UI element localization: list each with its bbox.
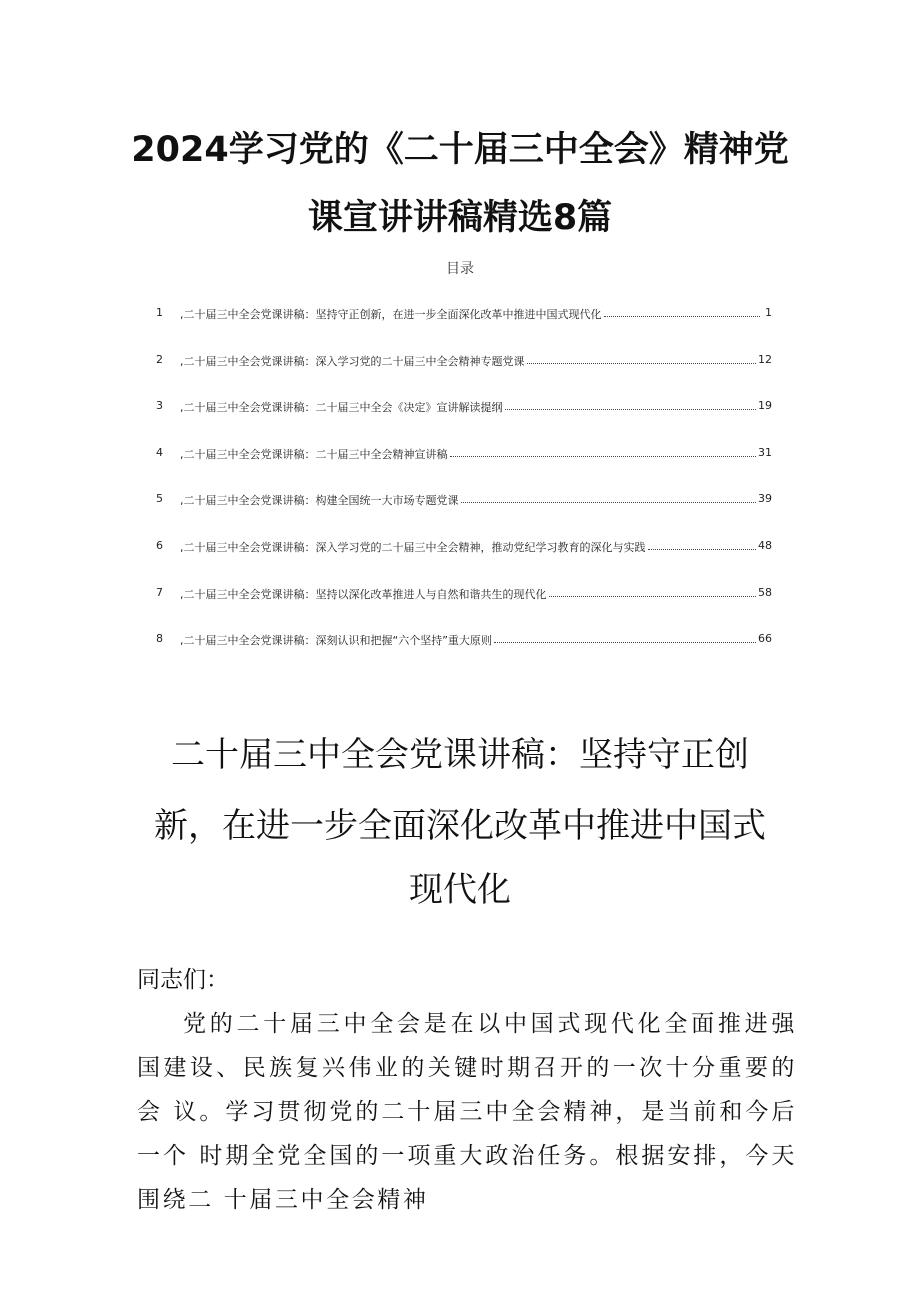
speech-greeting: 同志们：: [137, 967, 229, 993]
toc-entry-number: 5: [156, 492, 163, 506]
toc-entry-number: 7: [156, 585, 163, 599]
document-title-line-1: 2024学习党的《二十届三中全会》精神党: [131, 130, 789, 170]
toc-entry-8[interactable]: [150, 632, 772, 679]
toc-heading: 目录: [446, 261, 474, 277]
toc-entry-title: ,二十届三中全会党课讲稿：二十届三中全会《决定》宣讲解读提纲: [180, 401, 503, 415]
section-title-line-2: 新，在进一步全面深化改革中推进中国式: [154, 806, 766, 846]
toc-entry-page: 48: [758, 538, 772, 552]
toc-entry-number: 1: [156, 306, 163, 319]
toc-dot-leader: [527, 353, 757, 364]
toc-entry-6[interactable]: [150, 539, 772, 586]
toc-entry-page: 1: [765, 306, 772, 319]
toc-dot-leader: [450, 446, 757, 457]
toc-entry-page: 58: [758, 585, 772, 599]
toc-entry-page: 31: [758, 445, 772, 459]
toc-entry-number: 4: [156, 445, 163, 459]
toc-entry-title: ,二十届三中全会党课讲稿：坚持以深化改革推进人与自然和谐共生的现代化: [180, 587, 547, 601]
toc-entry-title: ,二十届三中全会党课讲稿：深入学习党的二十届三中全会精神专题党课: [180, 354, 525, 368]
toc-entry-7[interactable]: [150, 586, 772, 633]
section-title-line-1: 二十届三中全会党课讲稿：坚持守正创: [171, 735, 749, 775]
document-title-line-2: 课宣讲讲稿精选8篇: [307, 198, 613, 238]
toc-entry-page: 66: [758, 632, 772, 646]
toc-entry-1[interactable]: [150, 306, 772, 353]
toc-entry-number: 8: [156, 632, 163, 646]
toc-dot-leader: [549, 586, 757, 597]
toc-entry-5[interactable]: [150, 492, 772, 539]
toc-entry-title: ,二十届三中全会党课讲稿：坚持守正创新，在进一步全面深化改革中推进中国式现代化: [180, 308, 602, 321]
toc-entry-number: 6: [156, 538, 163, 552]
toc-entry-title: ,二十届三中全会党课讲稿：二十届三中全会精神宣讲稿: [180, 447, 448, 461]
toc-entry-page: 39: [758, 492, 772, 506]
section-title-line-3: 现代化: [409, 870, 511, 910]
toc-dot-leader: [648, 539, 757, 550]
speech-paragraph: 党的二十届三中全会是在以中国式现代化全面推进强 国建设、民族复兴伟业的关键时期召开的一次十分重要的会 议。学习贯彻党的二十届三中全会精神，是当前和今后一个 时期全党全国的一项重大政治任务。根据安排，今天围绕二 十届三中全会精神: [137, 1011, 823, 1213]
toc-dot-leader: [461, 492, 757, 503]
toc-entry-3[interactable]: [150, 399, 772, 446]
toc-entry-title: ,二十届三中全会党课讲稿：深入学习党的二十届三中全会精神，推动党纪学习教育的深化与实践: [180, 540, 646, 554]
toc-dot-leader: [505, 399, 757, 410]
toc-dot-leader: [494, 632, 756, 643]
toc-entry-title: ,二十届三中全会党课讲稿：构建全国统一大市场专题党课: [180, 494, 459, 508]
toc-dot-leader: [604, 306, 761, 317]
table-of-contents: [150, 306, 772, 679]
toc-entry-4[interactable]: [150, 446, 772, 493]
toc-entry-number: 2: [156, 352, 163, 366]
toc-entry-number: 3: [156, 399, 163, 413]
toc-entry-title: ,二十届三中全会党课讲稿：深刻认识和把握“六个坚持”重大原则: [180, 634, 492, 648]
toc-entry-page: 12: [758, 352, 772, 366]
toc-entry-2[interactable]: [150, 353, 772, 400]
toc-entry-page: 19: [758, 399, 772, 413]
